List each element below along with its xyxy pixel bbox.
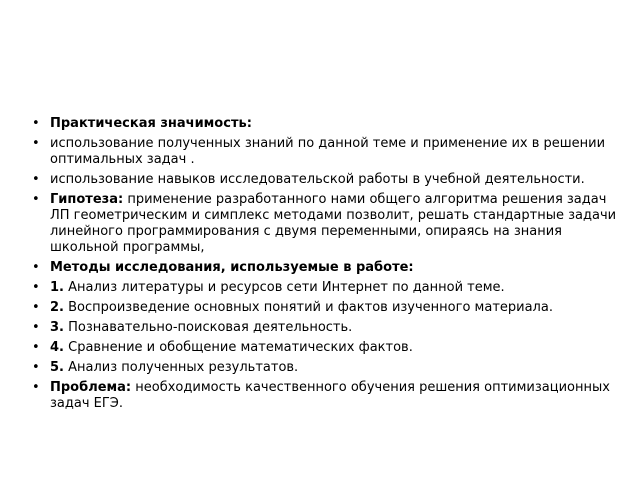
bullet-item-hypothesis: [30, 192, 620, 256]
label-practical-significance: Практическая значимость:: [50, 116, 252, 131]
text-hypothesis: применение разработанного нами общего алгоритма решения задач ЛП геометрическим и симплекс методами позволит, решать стандартные задачи линейного программирования с двумя переменными, опираясь на знания школьной программы,: [50, 192, 617, 255]
bullet-icon: •: [32, 136, 40, 151]
bullet-icon: •: [32, 280, 40, 295]
text-use-skills: использование навыков исследовательской работы в учебной деятельности.: [50, 172, 585, 187]
text-problem: необходимость качественного обучения решения оптимизационных задач ЕГЭ.: [50, 380, 610, 411]
text-use-knowledge: использование полученных знаний по данной теме и применение их в решении оптимальных задач .: [50, 136, 606, 167]
bullet-icon: •: [32, 172, 40, 187]
text-method-4: Сравнение и обобщение математических фактов.: [63, 340, 413, 355]
label-method-1: 1.: [50, 280, 64, 295]
bullet-item-method-1: [30, 280, 620, 296]
text-method-5: Анализ полученных результатов.: [63, 360, 299, 375]
text-method-2: Воспроизведение основных понятий и фактов изученного материала.: [63, 300, 553, 315]
bullet-item-methods: [30, 260, 620, 276]
bullet-list: [30, 116, 620, 412]
bullet-icon: •: [32, 300, 40, 315]
label-method-3: 3.: [50, 320, 64, 335]
bullet-item-practical-significance: [30, 116, 620, 132]
bullet-item-method-2: [30, 300, 620, 316]
bullet-icon: •: [32, 260, 40, 275]
bullet-item-use-knowledge: [30, 136, 620, 168]
bullet-item-problem: [30, 380, 620, 412]
bullet-icon: •: [32, 340, 40, 355]
bullet-icon: •: [32, 116, 40, 131]
label-methods: Методы исследования, используемые в работе:: [50, 260, 414, 275]
label-problem: Проблема:: [50, 380, 132, 395]
bullet-icon: •: [32, 192, 40, 207]
bullet-item-method-5: [30, 360, 620, 376]
bullet-item-method-4: [30, 340, 620, 356]
label-method-4: 4.: [50, 340, 64, 355]
bullet-item-use-skills: [30, 172, 620, 188]
bullet-icon: •: [32, 380, 40, 395]
label-method-5: 5.: [50, 360, 64, 375]
label-method-2: 2.: [50, 300, 64, 315]
slide-content: [30, 116, 620, 416]
bullet-item-method-3: [30, 320, 620, 336]
text-method-1: Анализ литературы и ресурсов сети Интернет по данной теме.: [63, 280, 505, 295]
label-hypothesis: Гипотеза:: [50, 192, 124, 207]
bullet-icon: •: [32, 320, 40, 335]
text-method-3: Познавательно-поисковая деятельность.: [63, 320, 353, 335]
bullet-icon: •: [32, 360, 40, 375]
